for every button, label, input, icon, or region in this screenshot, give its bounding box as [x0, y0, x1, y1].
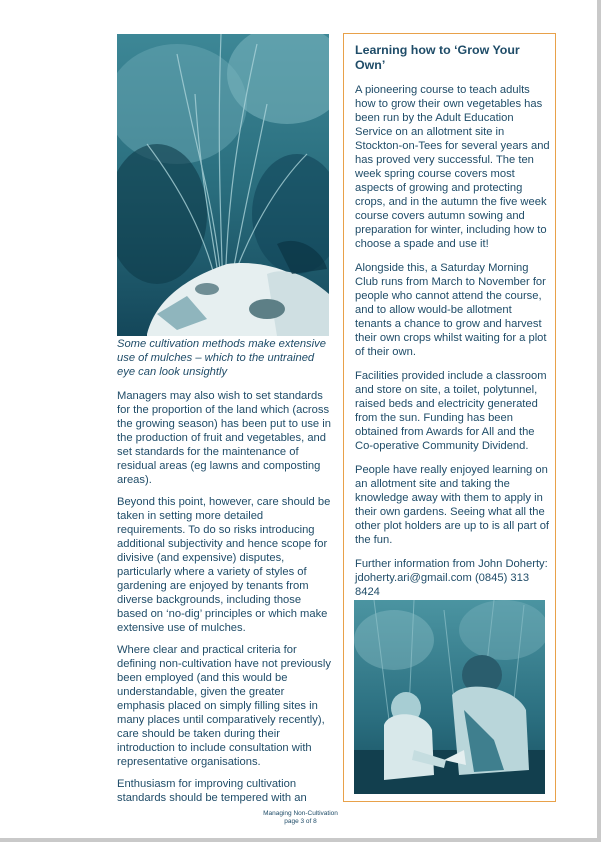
- box-paragraph: Alongside this, a Saturday Morning Club runs from March to November for people who cannot attend the course, and to allow would-be allotment tenants a chance to grow and harvest their own crops whilst waiting for a plot of their own.: [355, 262, 547, 358]
- page-edge-bottom: [0, 838, 601, 842]
- body-paragraph: Where clear and practical criteria for defining non-cultivation have not previously been employed (and this would be understandable, given the greater emphasis placed on simply filling sites in many places until comparatively recently), care should be taken during their introduction to include consultation with representative organisations.: [117, 644, 331, 768]
- body-paragraph: Beyond this point, however, care should be taken in setting more detailed requirements. To do so risks introducing additional subjectivity and hence scope for divisive (and expensive) disputes, particularly where a variety of styles of gardening are enjoyed by tenants from diverse backgrounds, including those based on ‘no-dig’ principles or which make extensive use of mulches.: [117, 496, 331, 634]
- footer-title: Managing Non-Cultivation: [263, 810, 338, 817]
- mulch-photo: [117, 34, 329, 336]
- page-edge-right: [597, 0, 601, 842]
- left-column: [117, 389, 332, 813]
- box-paragraph: Facilities provided include a classroom and store on site, a toilet, polytunnel, raised beds and electricity generated from the sun. Funding has been obtained from Awards for All and the Co-operative Community Dividend.: [355, 370, 547, 452]
- page-footer: [0, 810, 601, 826]
- box-paragraph: A pioneering course to teach adults how to grow their own vegetables has been run by the Adult Education Service on an allotment site in Stockton-on-Tees for several years and has proved very successful. The ten week spring course covers most aspects of growing and protecting crops, and in the autumn the five week course covers autumn sowing and preparation for winter, including how to choose a spade and use it!: [355, 84, 550, 250]
- body-paragraph: Managers may also wish to set standards for the proportion of the land which (across the growing season) has been put to use in the production of fruit and vegetables, and set standards for the maintenance of residual areas (eg lawns and composting areas).: [117, 390, 331, 486]
- footer-page-number: page 3 of 8: [284, 818, 317, 825]
- body-paragraph: Enthusiasm for improving cultivation standards should be tempered with an: [117, 778, 307, 804]
- box-title: Learning how to ‘Grow Your Own’: [355, 43, 520, 72]
- contact-paragraph: Further information from John Doherty: jdoherty.ari@gmail.com (0845) 313 8424: [355, 558, 548, 598]
- photo-caption: Some cultivation methods make extensive use of mulches – which to the untrained eye can look unsightly: [117, 338, 326, 378]
- box-paragraph: People have really enjoyed learning on an allotment site and taking the knowledge away with them to apply in their own gardens. Seeing what all the other plot holders are up to is all part of the fun.: [355, 464, 550, 546]
- children-gardening-photo: [354, 600, 545, 794]
